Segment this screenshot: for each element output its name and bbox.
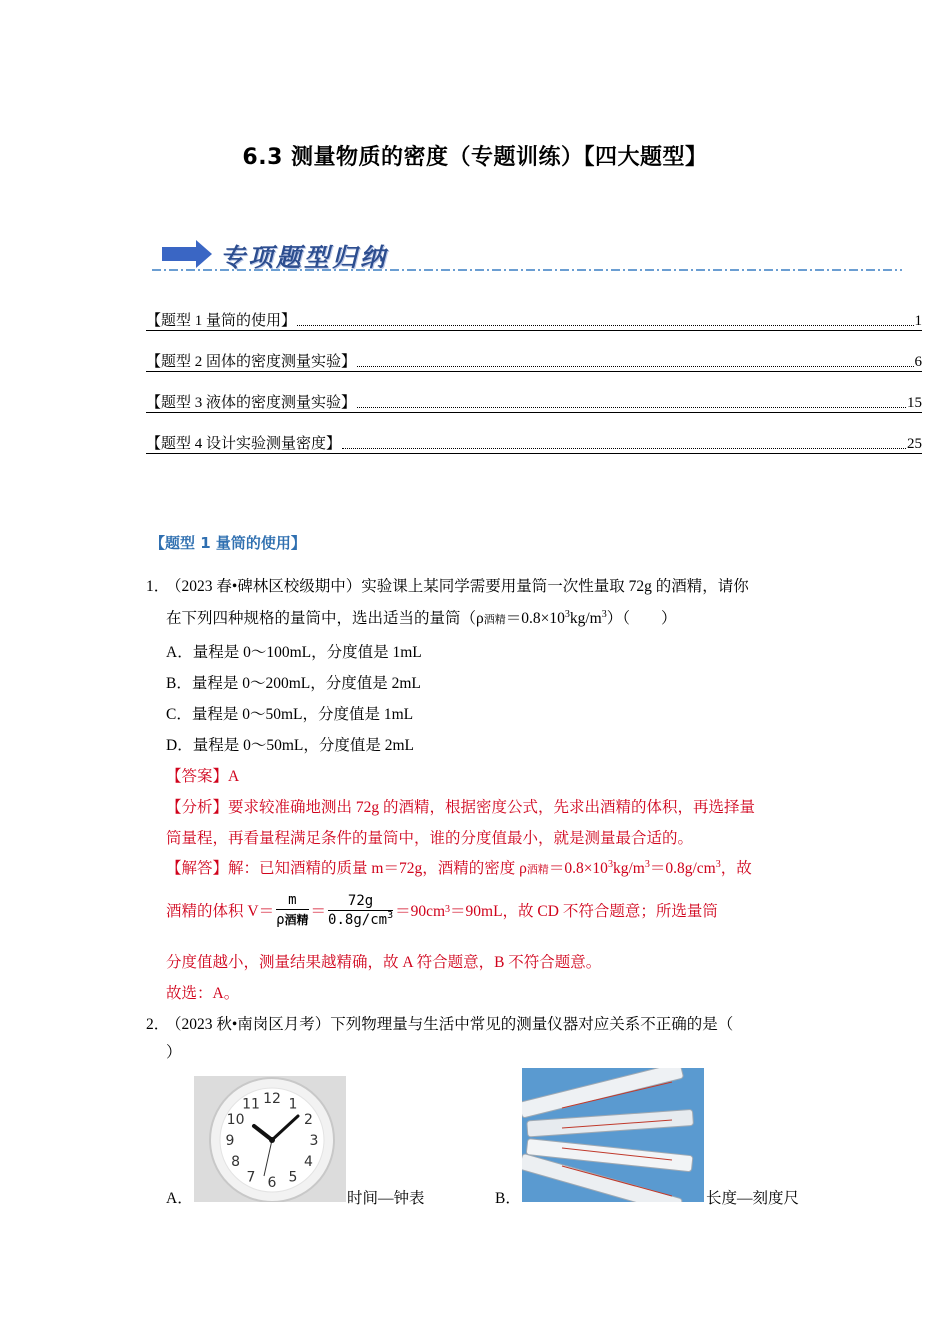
toc-leader xyxy=(297,325,913,326)
toc-page: 15 xyxy=(907,395,922,411)
clock-numeral: 3 xyxy=(309,1133,319,1149)
clock-icon xyxy=(194,1076,346,1202)
clock-numeral: 4 xyxy=(303,1154,313,1170)
toc-entry-4[interactable] xyxy=(146,431,922,453)
toc-label: 【题型 3 液体的密度测量实验】 xyxy=(146,395,357,411)
q2-number: 2． xyxy=(146,1016,170,1033)
toc-label: 【题型 2 固体的密度测量实验】 xyxy=(146,354,357,370)
q2-option-b-text: 长度—刻度尺 xyxy=(706,1190,800,1207)
q1-answer: 【答案】A xyxy=(166,768,240,785)
clock-numeral: 8 xyxy=(231,1154,241,1170)
ruler-icon xyxy=(522,1068,704,1202)
clock-numeral: 11 xyxy=(242,1096,260,1113)
clock-numeral: 6 xyxy=(267,1175,277,1191)
toc-label: 【题型 4 设计实验测量密度】 xyxy=(146,436,342,452)
q1-number: 1． xyxy=(146,578,170,595)
clock-numeral: 12 xyxy=(263,1091,281,1107)
clock-numeral: 7 xyxy=(246,1169,256,1186)
q1-option-c[interactable]: C．量程是 0～50mL，分度值是 1mL xyxy=(166,706,414,723)
q1-conclusion: 故选：A。 xyxy=(166,985,240,1002)
toc-rule xyxy=(146,371,922,372)
toc-entry-2[interactable] xyxy=(146,349,922,371)
q1-option-a[interactable]: A．量程是 0～100mL，分度值是 1mL xyxy=(166,644,422,661)
fraction-72g-over-density: $\frac{72g}{0.8g/cm^3}$ xyxy=(328,892,394,928)
clock-numeral: 2 xyxy=(303,1112,313,1128)
toc-rule xyxy=(146,330,922,331)
fraction-m-over-rho: $\frac{m}{\text{ρ酒精}}$ xyxy=(276,892,309,928)
toc-leader xyxy=(342,448,906,449)
q1-analysis-line1: 【分析】要求较准确地测出 72g 的酒精，根据密度公式，先求出酒精的体积，再选择量 xyxy=(166,799,756,816)
toc-leader xyxy=(357,366,913,367)
clock-numeral: 10 xyxy=(226,1112,245,1128)
arrow-right-icon xyxy=(162,240,212,268)
q2-option-b-label[interactable]: B． xyxy=(495,1190,521,1207)
clock-image xyxy=(194,1076,346,1202)
ruler-image xyxy=(522,1068,704,1202)
q1-solution-line1: 【解答】解：已知酒精的质量 m＝72g，酒精的密度 ρ酒精$=0.8\times 10^3kg/m^3=0.8g/cm^3$，故 xyxy=(166,859,752,877)
clock-numeral: 1 xyxy=(288,1096,298,1113)
q1-volume-formula: 酒精的体积 V＝ $\frac{m}{\text{ρ酒精}}$ ＝ $\frac{72g}{0.8g/cm^3}$ ＝90cm 3 ＝90mL，故 CD 不符合题意；所选量筒 xyxy=(166,892,718,928)
toc-page: 6 xyxy=(914,354,922,370)
clock-numeral: 9 xyxy=(225,1133,235,1149)
banner-title: 专项题型归纳 xyxy=(220,243,389,272)
q1-option-d[interactable]: D．量程是 0～50mL，分度值是 2mL xyxy=(166,737,414,754)
q1-solution-line3: 分度值越小，测量结果越精确，故 A 符合题意，B 不符合题意。 xyxy=(166,954,602,971)
clock-numeral: 5 xyxy=(288,1169,298,1186)
q1-line1: （2023 春•碑林区校级期中）实验课上某同学需要用量筒一次性量取 72g 的酒精，请你 xyxy=(166,578,749,595)
q1-option-b[interactable]: B．量程是 0～200mL，分度值是 2mL xyxy=(166,675,421,692)
q1-line2: 在下列四种规格的量筒中，选出适当的量筒（ρ酒精$=0.8\times 10^3kg/m^3$）（ ） xyxy=(166,609,677,627)
toc-page: 1 xyxy=(914,313,922,329)
q2-line2: ） xyxy=(166,1044,182,1061)
toc-entry-3[interactable] xyxy=(146,390,922,412)
q2-line1: （2023 秋•南岗区月考）下列物理量与生活中常见的测量仪器对应关系不正确的是（ xyxy=(166,1016,734,1033)
q2-option-a-label[interactable]: A． xyxy=(166,1190,193,1207)
section-heading: 【题型 1 量筒的使用】 xyxy=(150,534,306,552)
toc-leader xyxy=(357,407,906,408)
page-title: 6.3 测量物质的密度（专题训练）【四大题型】 xyxy=(242,145,708,170)
toc-rule xyxy=(146,453,922,454)
toc-label: 【题型 1 量筒的使用】 xyxy=(146,313,297,329)
toc-rule xyxy=(146,412,922,413)
q2-option-a-text: 时间—钟表 xyxy=(347,1190,425,1207)
toc-page: 25 xyxy=(907,436,922,452)
q1-analysis-line2: 筒量程，再看量程满足条件的量筒中，谁的分度值最小，就是测量最合适的。 xyxy=(166,830,694,847)
toc-entry-1[interactable] xyxy=(146,308,922,330)
